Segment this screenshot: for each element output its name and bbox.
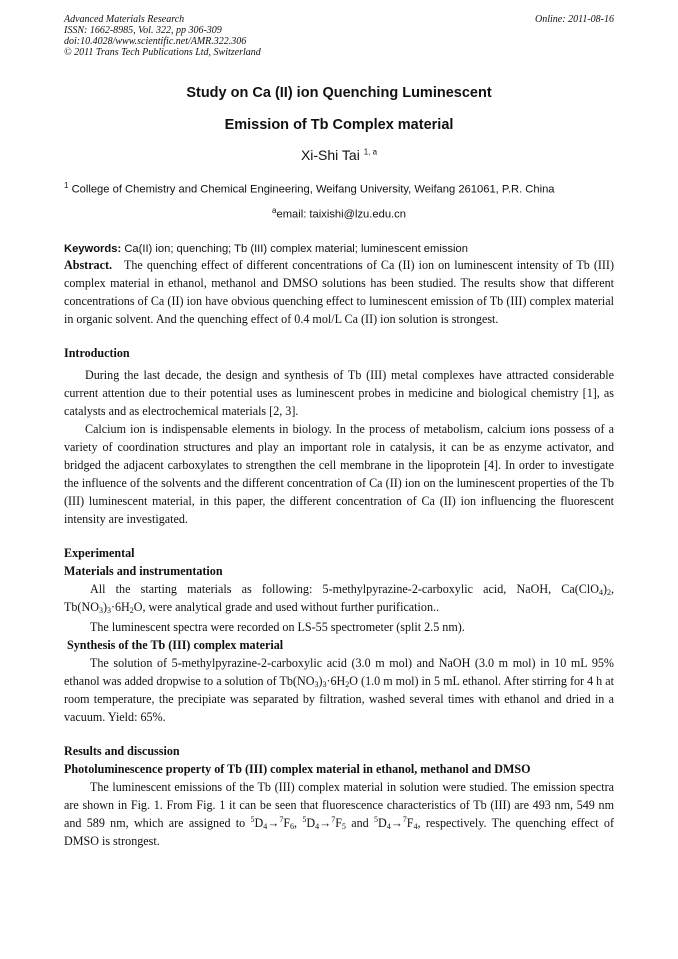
materials-paragraph [64, 580, 614, 616]
materials-text-d: ) [102, 600, 107, 615]
sep-2: and [345, 816, 374, 831]
sub-3b: 3 [106, 606, 111, 616]
affiliation [64, 179, 614, 197]
t3-sub-b: 4 [413, 822, 418, 832]
sub-3: 3 [98, 606, 103, 616]
intro-paragraph-2: Calcium ion is indispensable elements in biology. In the process of metabolism, calcium ions possess of a variety of coordination structures and play an important role in catalysis, it can be as enzyme activator, and bridged the adjacent carboxylates to strengthen the cell membrane in the lipoprotein [4]. In order to investigate the influence of the solvents and the different concentration of Ca (II) ion on the luminescent properties of the Tb (III) luminescent material, in this paper, the different concentration of Ca (II) ion influencing the fluorescent intensity are investigated. [64, 422, 614, 527]
keywords-text: Ca(II) ion; quenching; Tb (III) complex material; luminescent emission [124, 243, 468, 256]
arrow-icon: → [267, 816, 280, 831]
section-heading-results: Results and discussion [64, 744, 180, 759]
spectra-paragraph: The luminescent spectra were recorded on LS-55 spectrometer (split 2.5 nm). [90, 620, 465, 635]
results-paragraph [64, 778, 614, 850]
materials-text-a: All the starting materials as following: 5-methylpyrazine-2-carboxylic acid, NaOH, Ca(ClO [90, 582, 599, 597]
abstract [64, 256, 614, 328]
synthesis-text-d: O (1.0 m mol) in 5 mL ethanol. After stirring for 4 h at room temperature, the precipiate was separated by filtration, washed several times with ethanol and dried in a vacuum. Yield: 65%. [64, 674, 614, 725]
subsection-heading-materials: Materials and instrumentation [64, 564, 223, 579]
t1-sup-b: 7 [279, 815, 284, 825]
keywords [64, 242, 614, 256]
author [64, 147, 614, 163]
journal-copyright: © 2011 Trans Tech Publications Ltd, Switzerland [64, 47, 261, 58]
email-text: email: taixishi@lzu.edu.cn [276, 208, 406, 221]
t2-sup-a: 5 [302, 815, 307, 825]
synthesis-text-c: ·6H [326, 674, 346, 689]
section-heading-experimental: Experimental [64, 546, 135, 561]
sep-1: , [294, 816, 303, 831]
affiliation-sup: 1 [64, 181, 69, 190]
paper-title-line-1: Study on Ca (II) ion Quenching Luminescent [186, 85, 492, 101]
materials-text-c: , Tb(NO [64, 582, 614, 615]
journal-doi: doi:10.4028/www.scientific.net/AMR.322.306 [64, 36, 247, 47]
materials-text-b: ) [602, 582, 607, 597]
keywords-label: Keywords: [64, 243, 122, 256]
subsection-heading-photoluminescence: Photoluminescence property of Tb (III) complex material in ethanol, methanol and DMSO [64, 762, 531, 777]
t2-base-b: F [335, 816, 342, 831]
t2-base-a: D [306, 816, 316, 831]
t1-sub-b: 6 [290, 822, 295, 832]
abstract-text: The quenching effect of different concentrations of Ca (II) ion on luminescent intensity of Tb (III) complex material in ethanol, methanol and DMSO solutions has been studied. The results show that different concentrations of Ca (II) ion have obvious quenching effect to luminescent emission of Tb (III) complex material in organic solvent. And the quenching effect of 0.4 mol/L Ca (II) ion solution is strongest. [64, 258, 614, 327]
journal-name: Advanced Materials Research [64, 14, 185, 25]
subsection-heading-synthesis: Synthesis of the Tb (III) complex material [67, 638, 284, 653]
results-text-b: , respectively. The quenching effect of DMSO is strongest. [64, 816, 614, 849]
author-name: Xi-Shi Tai [300, 147, 360, 163]
paper-title-line-2: Emission of Tb Complex material [224, 117, 454, 133]
sub-4: 4 [598, 588, 603, 598]
t3-sup-b: 7 [402, 815, 407, 825]
syn-sub-3: 3 [314, 680, 319, 690]
results-text-a: The luminescent emissions of the Tb (III) complex material in solution were studied. The emission spectra are shown in Fig. 1. From Fig. 1 it can be seen that fluorescence characteristics of Tb (III) are 493 nm, 549 nm and 589 nm, which are assigned to [64, 780, 614, 831]
synthesis-text-b: ) [318, 674, 323, 689]
syn-sub-2: 2 [345, 680, 350, 690]
affiliation-text: College of Chemistry and Chemical Engineering, Weifang University, Weifang 261061, P.R. China [71, 183, 555, 196]
materials-text-f: O, were analytical grade and used without further purification.. [133, 600, 440, 615]
t1-sub-a: 4 [263, 822, 268, 832]
t3-sup-a: 5 [373, 815, 378, 825]
sub-2: 2 [606, 588, 611, 598]
t2-sup-b: 7 [331, 815, 336, 825]
arrow-icon: → [319, 816, 332, 831]
journal-issn: ISSN: 1662-8985, Vol. 322, pp 306-309 [64, 25, 222, 36]
t2-sub-b: 5 [341, 822, 346, 832]
synthesis-text-a: The solution of 5-methylpyrazine-2-carboxylic acid (3.0 m mol) and NaOH (3.0 m mol) in 10 mL 95% ethanol was added dropwise to a solution of Tb(NO [64, 656, 614, 689]
t3-base-a: D [377, 816, 387, 831]
journal-header [64, 14, 614, 58]
t3-sub-a: 4 [386, 822, 391, 832]
syn-sub-3b: 3 [322, 680, 327, 690]
online-date: Online: 2011-08-16 [535, 14, 614, 25]
t1-base-b: F [283, 816, 291, 831]
t1-sup-a: 5 [250, 815, 255, 825]
email-sup: a [272, 205, 277, 215]
t3-base-b: F [406, 816, 414, 831]
abstract-label: Abstract. [64, 258, 113, 273]
materials-text-e: ·6H [110, 600, 130, 615]
synthesis-paragraph [64, 654, 614, 726]
arrow-icon: → [390, 816, 403, 831]
intro-paragraph-1: During the last decade, the design and synthesis of Tb (III) metal complexes have attracted considerable current attention due to their potential uses as luminescent probes in medicine and biological chemistry [1], as catalysts and as electrochemical materials [2, 3]. [64, 368, 614, 419]
section-heading-introduction: Introduction [64, 346, 130, 361]
t2-sub-a: 4 [315, 822, 320, 832]
sub-2b: 2 [129, 606, 134, 616]
author-sup: 1, a [363, 147, 378, 157]
email [64, 206, 614, 221]
paper-page [64, 14, 614, 850]
t1-base-a: D [254, 816, 264, 831]
